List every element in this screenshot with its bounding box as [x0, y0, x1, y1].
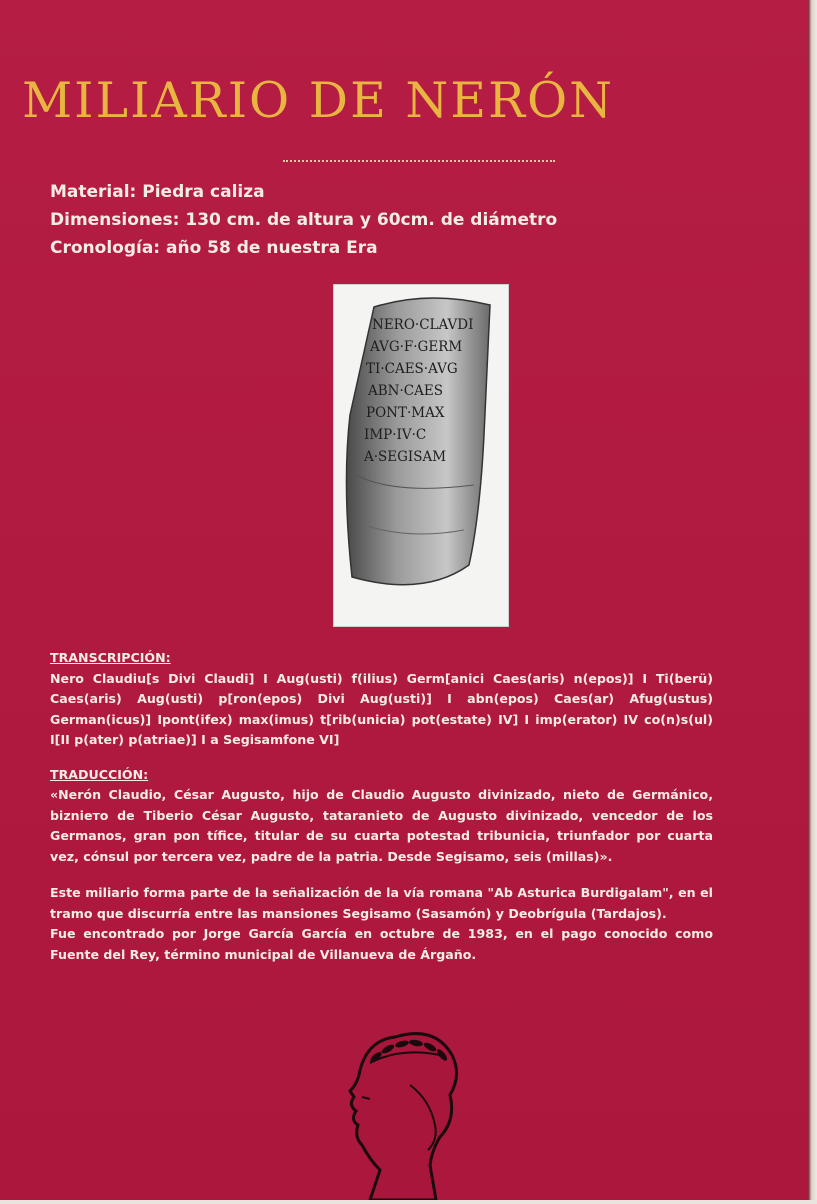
- body-text: [50, 648, 713, 965]
- material-line: Material: Piedra caliza: [50, 182, 265, 202]
- translation-text: «Nerón Claudio, César Augusto, hijo de Claudio Augusto divinizado, nieto de Germánico, bizniето de Tiberio César Augusto, tataranieto de Augusto divinizado, vencedor de los Germanos, gran pon tífice, titular de su cuarta potestad tribunicia, triunfador por cuarta vez, cónsul por tercera vez, padre de la patria. Desde Segisamo, seis (millas)».: [50, 787, 713, 864]
- head-silhouette: [350, 1034, 457, 1200]
- inscription-line: A·SEGISAM: [364, 449, 447, 465]
- chronology-line: Cronología: año 58 de nuestra Era: [50, 238, 378, 258]
- inscription-line: TI·CAES·AVG: [366, 361, 458, 377]
- discovery-note: Fue encontrado por Jorge García García en octubre de 1983, en el pago conocido como Fuente del Rey, término municipal de Villanueva de Árgaño.: [50, 926, 713, 962]
- title-divider: [283, 160, 555, 162]
- translation-heading: TRADUCCIÓN:: [50, 766, 149, 782]
- milestone-photo: [333, 284, 509, 627]
- nero-portrait: [340, 1025, 470, 1200]
- sign-title: MILIARIO DE NERÓN: [22, 72, 615, 129]
- inscription-line: PONT·MAX: [366, 405, 445, 421]
- wall-background: [808, 0, 817, 1200]
- metadata-block: [50, 178, 557, 262]
- route-note: Este miliario forma parte de la señalización de la vía romana "Ab Asturica Burdigalam", en el tramo que discurría entre las mansiones Segisamo (Sasamón) y Deobrígula (Tardajos).: [50, 885, 713, 921]
- inscription-line: AVG·F·GERM: [370, 339, 463, 355]
- inscription-line: NERO·CLAVDI: [372, 317, 474, 333]
- inscription-line: ABN·CAES: [368, 383, 443, 399]
- inscription-line: IMP·IV·C: [364, 427, 427, 443]
- laurel-head-icon: [340, 1025, 470, 1200]
- milestone-illustration: [334, 285, 508, 626]
- dimensions-line: Dimensiones: 130 cm. de altura y 60cm. de diámetro: [50, 210, 558, 230]
- transcription-text: Nero Claudiu[s Divi Claudi] I Aug(usti) f(ilius) Germ[anici Caes(aris) n(epos)] I Ti(berü) Caes(aris) Aug(usti) p[ron(epos) Divi Aug(usti)] I abn(epos) Caes(ar) Afug(ustus) German(icus)] Ipont(ifex) max(imus) t[rib(unicia) pot(estate) IV] I imp(erator) IV co(n)s(ul) I[II p(ater) p(atriae)] I a Segisamfone VI]: [50, 670, 713, 747]
- transcription-heading: TRANSCRIPCIÓN:: [50, 650, 171, 665]
